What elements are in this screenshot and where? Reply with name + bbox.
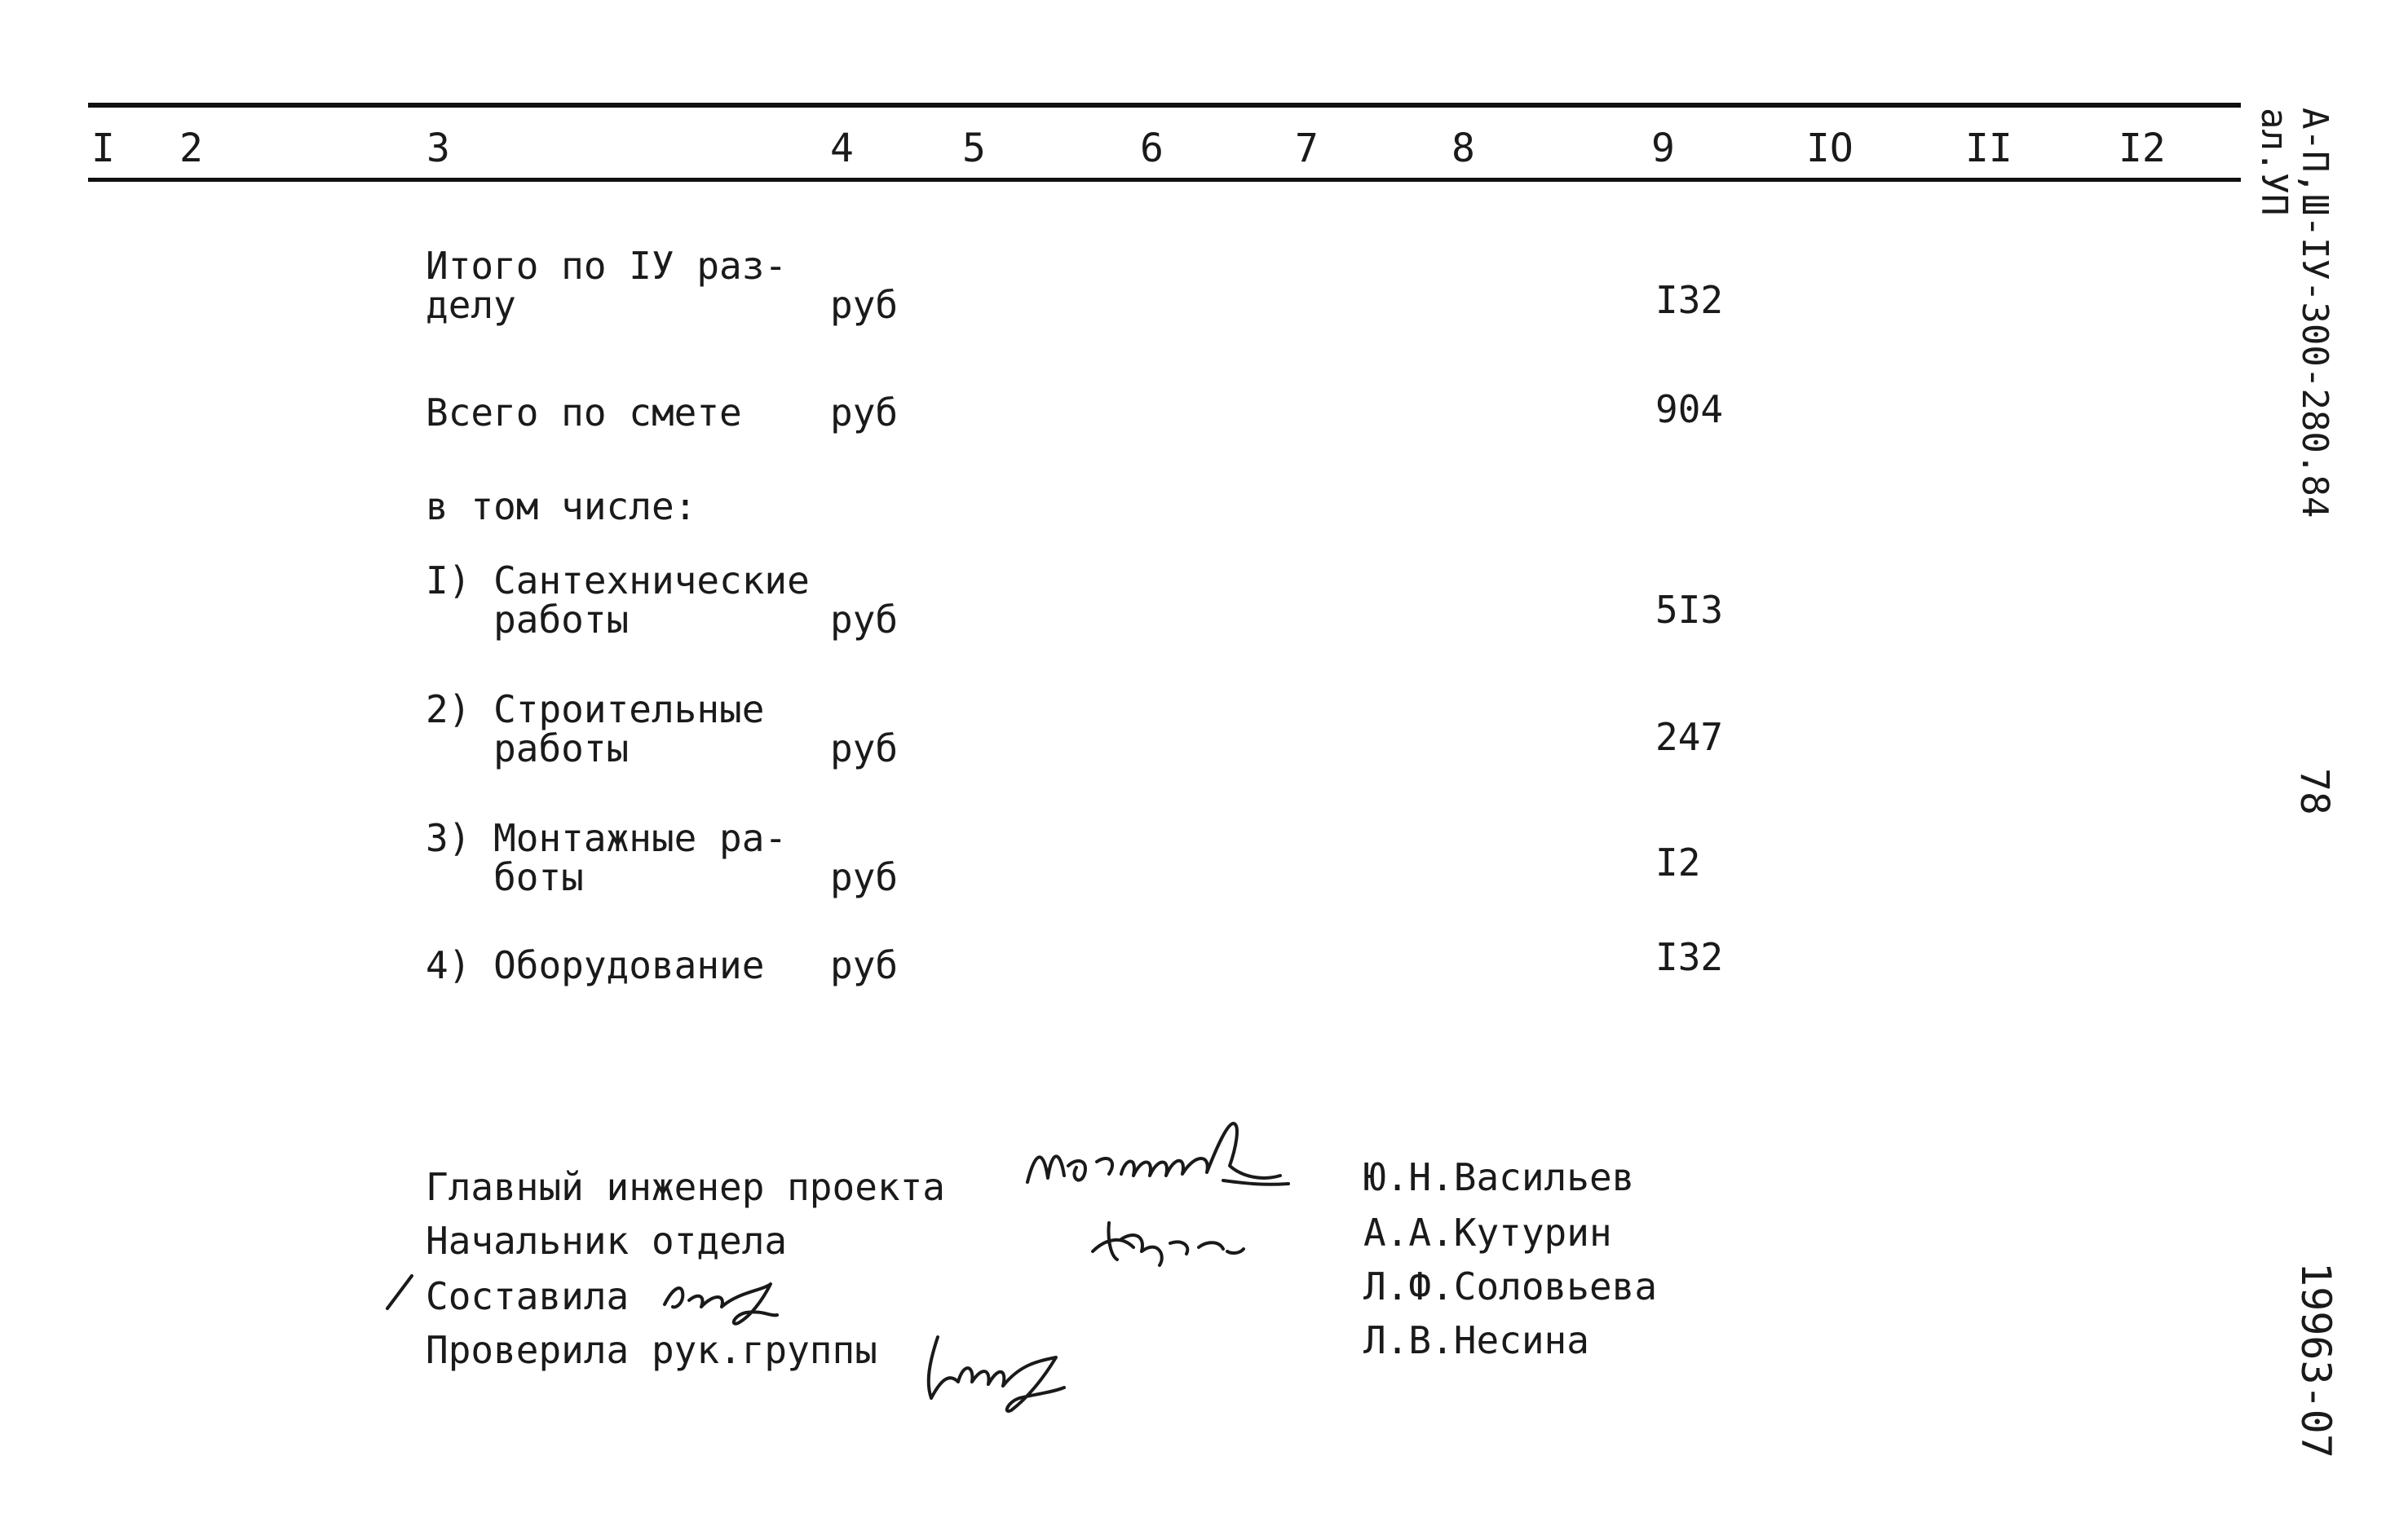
column-number: 6 <box>1140 126 1164 171</box>
column-number: I2 <box>2119 126 2166 171</box>
row-unit: руб <box>830 391 899 435</box>
inventory-number: 19963-07 <box>2292 1262 2340 1458</box>
signature-department-head <box>1085 1207 1297 1272</box>
row-unit: руб <box>830 855 899 899</box>
signature-chief-engineer <box>1019 1117 1329 1207</box>
row-label-plumbing: I) Сантехнические работы <box>426 558 810 642</box>
signer-name: Л.В.Несина <box>1363 1318 1589 1362</box>
column-number: I <box>91 126 115 171</box>
signature-checked-by <box>913 1321 1125 1419</box>
signer-role: Составила <box>426 1274 630 1318</box>
document-code-album: ал.УП <box>2253 108 2295 216</box>
row-value: I32 <box>1655 278 1724 322</box>
row-label-estimate-total: Всего по смете <box>426 391 742 435</box>
row-label-construction: 2) Строительные работы <box>426 687 765 770</box>
row-unit: руб <box>830 726 899 770</box>
row-unit: руб <box>830 943 899 987</box>
document-code: А-П,Ш-IУ-300-280.84 <box>2294 108 2335 518</box>
signer-role: Проверила рук.группы <box>426 1328 877 1372</box>
column-number: IO <box>1806 126 1853 171</box>
column-number: II <box>1965 126 2013 171</box>
column-number: 3 <box>426 126 450 171</box>
row-label-including: в том числе: <box>426 484 697 528</box>
signer-role: Начальник отдела <box>426 1219 788 1263</box>
row-label-installation: 3) Монтажные ра- боты <box>426 816 788 899</box>
signer-name: А.А.Кутурин <box>1363 1211 1612 1255</box>
row-value: I32 <box>1655 935 1724 979</box>
signature-compiled-by <box>379 1268 852 1333</box>
signer-role: Главный инженер проекта <box>426 1165 945 1209</box>
column-number: 2 <box>179 126 203 171</box>
column-number: 4 <box>830 126 854 171</box>
row-value: 5I3 <box>1655 588 1724 632</box>
signer-name: Л.Ф.Соловьева <box>1363 1264 1658 1308</box>
column-number: 9 <box>1651 126 1675 171</box>
row-unit: руб <box>830 283 899 327</box>
row-value: I2 <box>1655 841 1701 885</box>
column-number: 8 <box>1451 126 1475 171</box>
signer-name: Ю.Н.Васильев <box>1363 1155 1635 1199</box>
row-value: 247 <box>1655 715 1724 759</box>
row-label-equipment: 4) Оборудование <box>426 943 765 987</box>
column-number: 5 <box>962 126 986 171</box>
column-number: 7 <box>1295 126 1319 171</box>
row-unit: руб <box>830 598 899 642</box>
header-top-rule <box>88 103 2241 108</box>
page-number: 78 <box>2291 768 2337 815</box>
row-label-section-total: Итого по IУ раз- делу <box>426 244 788 327</box>
header-bottom-rule <box>88 178 2241 182</box>
row-value: 904 <box>1655 387 1724 431</box>
